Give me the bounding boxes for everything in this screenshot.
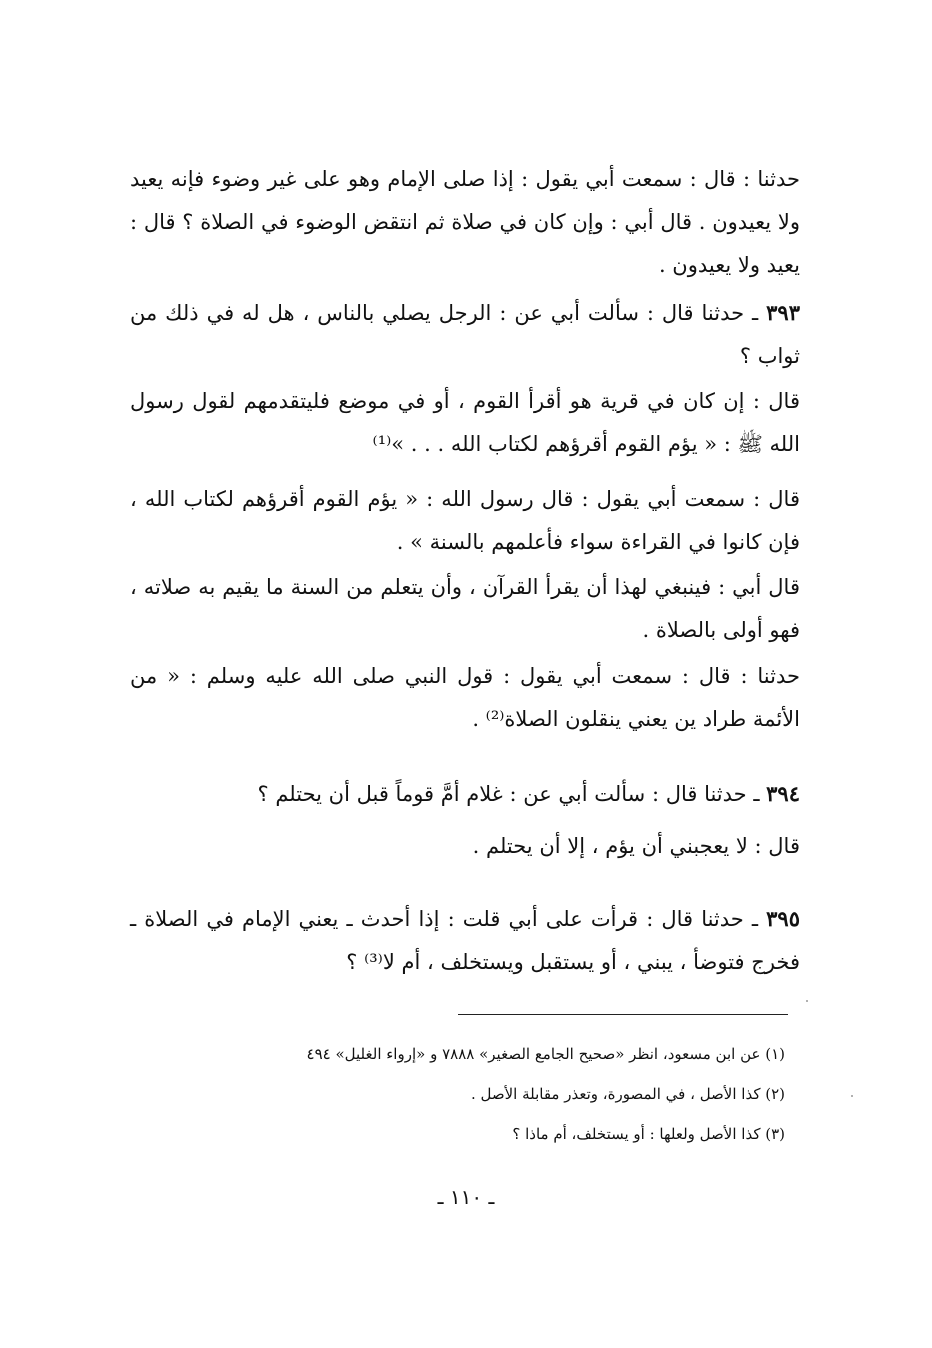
paragraph-1 [130, 158, 800, 287]
footnote-2: (٢) كذا الأصل ، في المصورة، وتعذر مقابلة الأصل . [470, 1085, 785, 1103]
paragraph-4-text: قال : سمعت أبي يقول : قال رسول الله : « يؤم القوم أقرؤهم لكتاب الله ، فإن كانوا في القراءة سواء فأعلمهم بالسنة » . [130, 487, 800, 554]
paragraph-6 [130, 655, 800, 741]
paragraph-394-text: ـ حدثنا قال : سألت أبي عن : غلام أمَّ قوماً قبل أن يحتلم ؟ [257, 782, 767, 806]
page-number: ـ ١١٠ ـ [437, 1185, 495, 1209]
paragraph-3 [130, 380, 800, 466]
paragraph-4 [130, 478, 800, 564]
footnote-1: (١) عن ابن مسعود، انظر «صحيح الجامع الصغير» ٧٨٨٨ و «إرواء الغليل» ٤٩٤ [306, 1045, 785, 1063]
paragraph-395-text: ـ حدثنا قال : قرأت على أبي قلت : إذا أحدث ـ يعني الإمام في الصلاة ـ فخرج فتوضأ ، يبني ، أو يستقبل ويستخلف ، أم لا⁽³⁾ ؟ [130, 907, 800, 974]
paragraph-1-text: حدثنا : قال : سمعت أبي يقول : إذا صلى الإمام وهو على غير وضوء فإنه يعيد ولا يعيدون . قال أبي : وإن كان في صلاة ثم انتقض الوضوء في الصلاة ؟ قال : يعيد ولا يعيدون . [130, 167, 800, 277]
paragraph-395 [130, 897, 800, 984]
paragraph-8 [130, 825, 800, 868]
paragraph-393-text: ـ حدثنا قال : سألت أبي عن : الرجل يصلي بالناس ، هل له في ذلك من ثواب ؟ [130, 301, 800, 368]
scan-speck [851, 1095, 853, 1097]
paragraph-6-text: حدثنا : قال : سمعت أبي يقول : قول النبي صلى الله عليه وسلم : « من الأئمة طراد ين يعني ينقلون الصلاة⁽²⁾ . [130, 664, 800, 731]
paragraph-394 [130, 772, 800, 816]
paragraph-5-text: قال أبي : فينبغي لهذا أن يقرأ القرآن ، وأن يتعلم من السنة ما يقيم به صلاته ، فهو أولى بالصلاة . [130, 575, 800, 642]
hadith-number-394: ٣٩٤ [766, 781, 800, 806]
scan-speck [806, 1000, 808, 1002]
footnote-separator [458, 1014, 788, 1015]
hadith-number-393: ٣٩٣ [766, 300, 800, 325]
paragraph-8-text: قال : لا يعجبني أن يؤم ، إلا أن يحتلم . [472, 834, 800, 858]
paragraph-5 [130, 566, 800, 652]
hadith-number-395: ٣٩٥ [766, 906, 800, 931]
paragraph-3-text: قال : إن كان في قرية هو أقرأ القوم ، أو في موضع فليتقدمهم لقول رسول الله ﷺ : « يؤم القوم أقرؤهم لكتاب الله . . . »⁽¹⁾ [130, 389, 800, 456]
paragraph-393 [130, 291, 800, 378]
footnote-3: (٣) كذا الأصل ولعلها : أو يستخلف، أم ماذا ؟ [512, 1125, 785, 1143]
